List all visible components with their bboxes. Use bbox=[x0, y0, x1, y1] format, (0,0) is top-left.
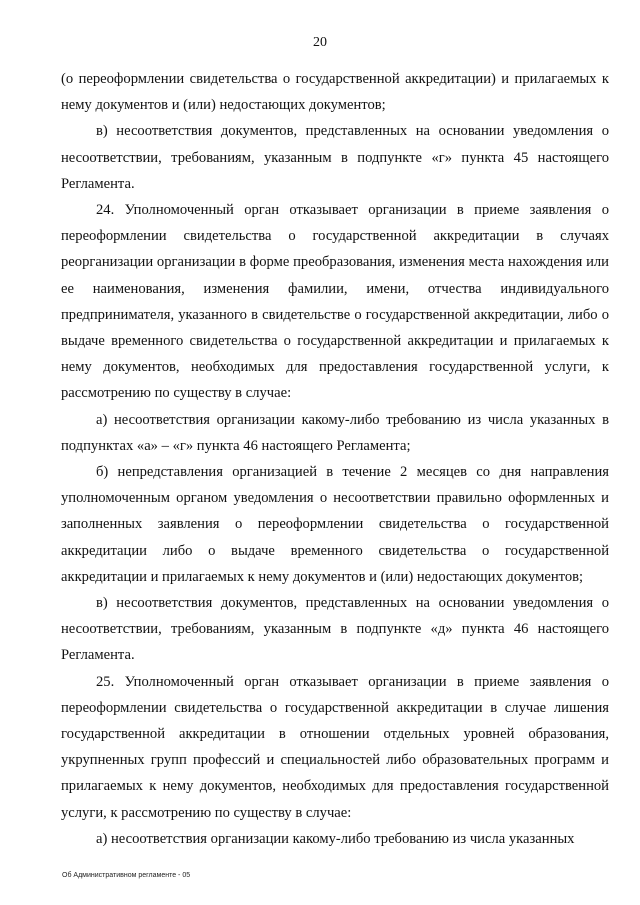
paragraph: а) несоответствия организации какому-либо требованию из числа указанных в подпунктах «а» – «г» пункта 46 настоящего Регламента; bbox=[61, 411, 609, 454]
page-number: 20 bbox=[313, 35, 327, 50]
paragraph: в) несоответствия документов, представленных на основании уведомления о несоответствии, требованиям, указанным в подпункте «г» пункта 45 настоящего Регламента. bbox=[61, 123, 609, 192]
document-footer: Об Административном регламенте - 05 bbox=[62, 872, 191, 879]
paragraph: а) несоответствия организации какому-либо требованию из числа указанных bbox=[96, 830, 575, 847]
paragraph: б) непредставления организацией в течение 2 месяцев со дня направления уполномоченным органом уведомления о несоответствии правильно оформленных и заполненных заявления о переоформлении свидетельства о государственной аккредитации либо о выдаче временного свидетельства о государственной аккредитации и прилагаемых к нему документов и (или) недостающих документов; bbox=[61, 464, 609, 585]
paragraph: 25. Уполномоченный орган отказывает организации в приеме заявления о переоформлении свидетельства о государственной аккредитации в случае лишения государственной аккредитации в отношении отдельных уровней образования, укрупненных групп профессий и специальностей либо образовательных программ и прилагаемых к нему документов, необходимых для предоставления государственной услуги, к рассмотрению по существу в случае: bbox=[61, 673, 609, 821]
paragraph: в) несоответствия документов, представленных на основании уведомления о несоответствии, требованиям, указанным в подпункте «д» пункта 46 настоящего Регламента. bbox=[61, 595, 609, 664]
document-body bbox=[61, 66, 609, 852]
paragraph: (о переоформлении свидетельства о государственной аккредитации) и прилагаемых к нему документов и (или) недостающих документов; bbox=[61, 71, 609, 114]
paragraph: 24. Уполномоченный орган отказывает организации в приеме заявления о переоформлении свидетельства о государственной аккредитации в случаях реорганизации организации в форме преобразования, изменения места нахождения или ее наименования, изменения фамилии, имени, отчества индивидуального предпринимателя, указанного в свидетельстве о государственной аккредитации, либо о выдаче временного свидетельства о государственной аккредитации и прилагаемых к нему документов, необходимых для предоставления государственной услуги, к рассмотрению по существу в случае: bbox=[61, 202, 609, 402]
